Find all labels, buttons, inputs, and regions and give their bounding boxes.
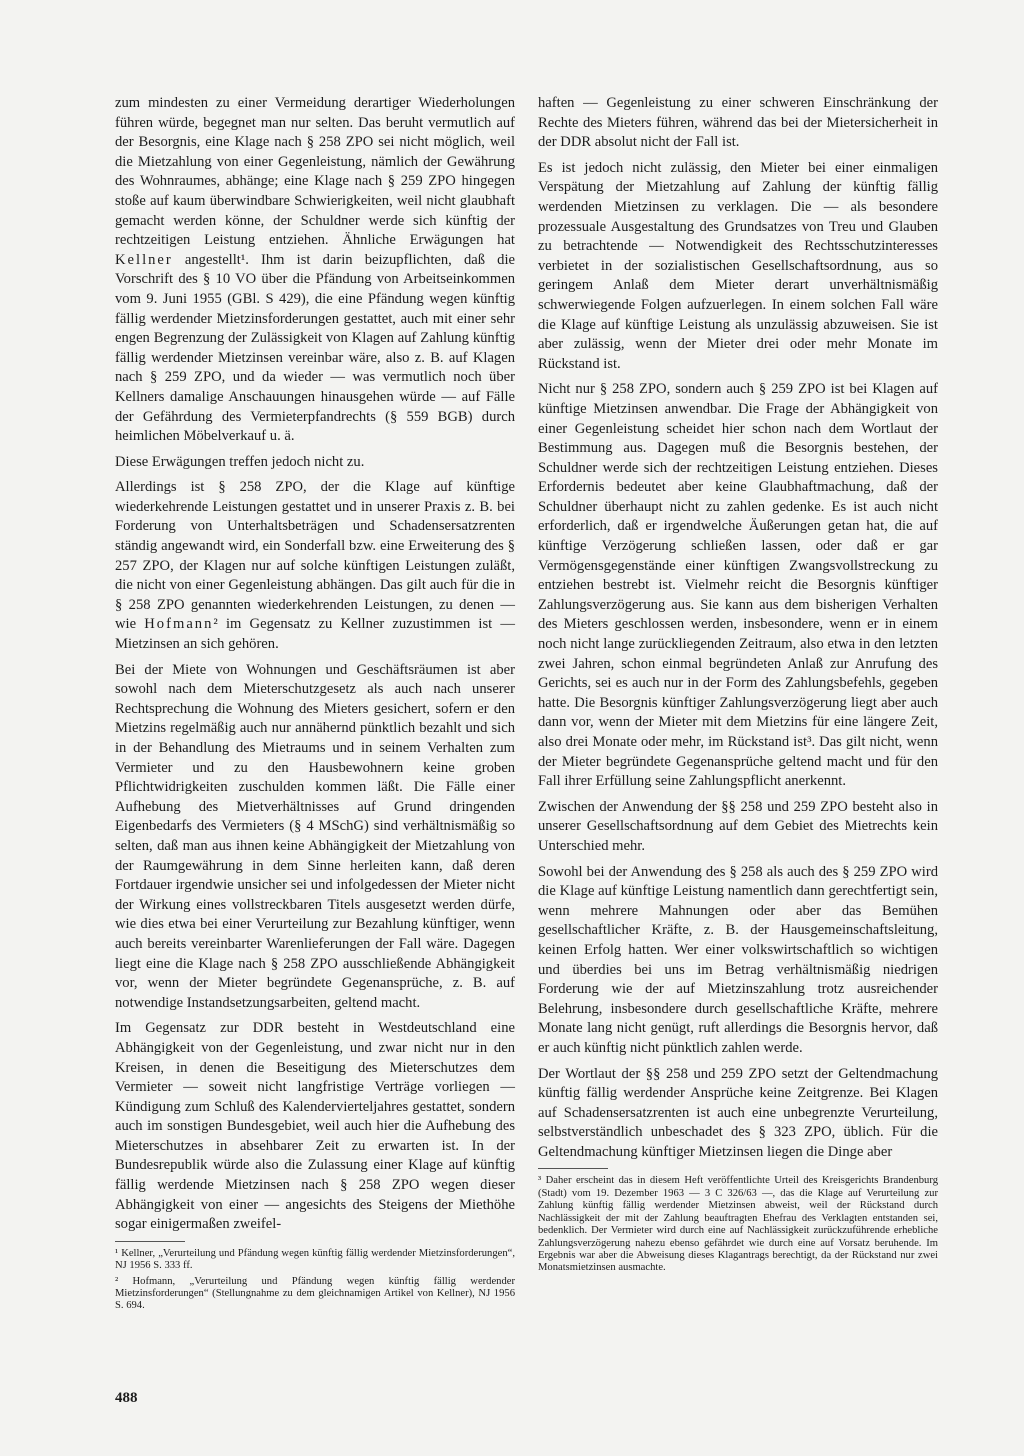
right-paragraph-4: Zwischen der Anwendung der §§ 258 und 259 ZPO besteht also in unserer Gesellschaftsordnung auf dem Gebiet des Mietrechts kein Unterschied mehr. (538, 798, 938, 854)
right-paragraph-2: Es ist jedoch nicht zulässig, den Mieter bei einer einmaligen Verspätung der Mietzahlung auf Zahlung der künftig fällig werdenden Mietzinsen zu verklagen. Die — als besondere prozessuale Ausgestaltung des Grundsatzes von Treu und Glauben zu betrachtende — Notwendigkeit des Rechtsschutzinteresses verbietet in der sozialistischen Gesellschaftsordnung, aus so geringem Anlaß dem Mieter derart unverhältnismäßig schwerwiegende Folgen aufzuerlegen. In einem solchen Fall wäre die Klage auf künftige Leistung als unzulässig abzuweisen. Sie ist aber zulässig, wenn der Mieter drei oder mehr Monate im Rückstand ist. (538, 159, 938, 372)
footnote-2: ² Hofmann, „Verurteilung und Pfändung wegen künftig fällig werdender Mietzinsforderungen“ (Stellungnahme zu dem gleichnamigen Artikel von Kellner), NJ 1956 S. 694. (115, 1275, 515, 1312)
right-paragraph-5: Sowohl bei der Anwendung des § 258 als auch des § 259 ZPO wird die Klage auf künftige Leistung namentlich dann gerechtfertigt sein, wenn mehrere Mahnungen oder aber das Bemühen gesellschaftlicher Kräfte, z. B. der Hausgemeinschaftsleitung, keinen Erfolg hatten. Wer einer volkswirtschaftlich so wichtigen und überdies bei uns im Betrag verhältnismäßig niedrigen Forderung wie der auf Mietzinszahlung trotz ausreichender Belehrung, insbesondere durch gesellschaftliche Kräfte, mehrere Monate lang nicht genügt, ruft allerdings die Besorgnis hervor, daß er auch künftig nicht pünktlich zahlen werde. (538, 863, 938, 1056)
footnote-rule (115, 1241, 185, 1242)
text-run: Allerdings ist § 258 ZPO, der die Klage auf künftige wiederkehrende Leistungen gestattet und in unserer Praxis z. B. bei Forderung von Unterhaltsbeträgen und Schadensersatzrenten ständig angewandt wird, ein Sonderfall bzw. eine Erweiterung des § 257 ZPO, der Klagen nur auf solche künftigen Leistungen zuläßt, die nicht von einer Gegenleistung abhängen. Das gilt auch für die in § 258 ZPO genannten wiederkehrenden Leistungen, zu denen — wie (115, 479, 515, 633)
text-run: Diese Erwägungen treffen jedoch nicht zu. (115, 453, 365, 470)
text-run: ² im Gegensatz zu Kellner zuzustimmen ist — Mietzinsen an sich gehören. (115, 616, 515, 653)
text-run: angestellt¹. Ihm ist darin beizupflichten, daß die Vorschrift des § 10 VO über die Pfändung von Arbeitseinkommen vom 9. Juni 1955 (GBl. S 429), die eine Pfändung wegen künftig fällig werdender Mietzinsforderungen gestattet, auch mit einer sehr engen Begrenzung der Zulässigkeit von Klagen auf Zahlung künftig fällig werdender Mietzinsen vereinbar wäre, also z. B. auf Klagen nach § 259 ZPO, und da wieder — was vermutlich noch über Kellners damalige Anschauungen hinausgehen würde — auf Fälle der Gefährdung des Vermieterpfandrechts (§ 559 BGB) durch heimlichen Möbelverkauf u. ä. (115, 251, 515, 445)
footnote-rule (538, 1168, 608, 1169)
page-number: 488 (115, 1390, 138, 1406)
right-paragraph-3: Nicht nur § 258 ZPO, sondern auch § 259 ZPO ist bei Klagen auf künftige Mietzinsen anwendbar. Die Frage der Abhängigkeit von einer Gegenleistung scheidet hier schon nach dem Wortlaut der Bestimmung aus. Dagegen muß die Besorgnis bestehen, der Schuldner werde sich der rechtzeitigen Leistung entziehen. Dieses Erfordernis bedeutet aber keine Glaubhaftmachung, daß der Schuldner überhaupt nicht zu zahlen gedenke. Es ist auch nicht erforderlich, daß er irgendwelche Äußerungen getan hat, die auf künftige Verzögerung schließen lassen, oder daß er gar Vermögensgegenstände einer künftigen Zwangsvollstreckung zu entziehen bestrebt ist. Vielmehr reicht die Besorgnis künftiger Zahlungsverzögerung aus. Sie kann aus dem bisherigen Verhalten des Mieters geschlossen werden, insbesondere, wenn er in einem noch nicht lange zurückliegenden Zeitraum, also etwa in den letzten zwei Jahren, schon einmal begründeten Anlaß zur Anrufung des Gerichts, sei es auch nur in der Form des Zahlungsbefehls, gegeben hatte. Die Besorgnis künftiger Zahlungsverzögerung liegt aber auch dann vor, wenn der Mieter mit dem Mietzins für eine längere Zeit, also drei Monate oder mehr, im Rückstand ist³. Das gilt nicht, wenn der Mieter begründete Gegenansprüche geltend macht und für den Fall ihrer Erfüllung seine Zahlungspflicht anerkennt. (538, 381, 938, 790)
right-column (538, 94, 938, 1278)
left-paragraph-2 (115, 453, 515, 473)
text-run: Bei der Miete von Wohnungen und Geschäftsräumen ist aber sowohl nach dem Mieterschutzgesetz als auch nach unserer Rechtsprechung die Wohnung des Mieters gesichert, sofern er den Mietzins regelmäßig auch nur annähernd pünktlich bezahlt und sich in der Behandlung des Mietraums und in seinem Verhalten zum Vermieter und zu den Hausbewohnern keine groben Pflichtwidrigkeiten zuschulden kommen läßt. Die Fälle einer Aufhebung des Mietverhältnisses auf Grund dringenden Eigenbedarfs des Vermieters (§ 4 MSchG) sind verhältnismäßig so selten, daß man aus ihnen keine Abhängigkeit der Mietzahlung von der Raumgewährung in dem Sinne herleiten kann, daß deren Fortdauer irgendwie unsicher sei und infolgedessen der Mieter nicht der Wirkung eines vollstreckbaren Titels ausgesetzt werden dürfe, wie dies etwa bei einer Verurteilung zur Bezahlung künftiger, wenn auch bereits vereinbarter Warenlieferungen der Fall wäre. Dagegen liegt eine die Klage nach § 258 ZPO ausschließende Abhängigkeit vor, wenn der Mieter begründete Gegenansprüche, z. B. auf notwendige Instandsetzungsarbeiten, geltend macht. (115, 661, 515, 1011)
footnote-1: ¹ Kellner, „Verurteilung und Pfändung wegen künftig fällig werdender Mietzinsforderungen“, NJ 1956 S. 333 ff. (115, 1247, 515, 1272)
left-paragraph-3 (115, 478, 515, 654)
left-column (115, 94, 515, 1316)
spaced-name: Kellner (115, 251, 173, 268)
footnote-3: ³ Daher erscheint das in diesem Heft veröffentlichte Urteil des Kreisgerichts Brandenburg (Stadt) vom 19. Dezember 1963 — 3 C 326/63 —, das die Klage auf Verurteilung zur Zahlung künftig fällig werdender Mietzinsen abweist, weil der Rückstand durch Nachlässigkeit der mit der Zahlung beauftragten Ehefrau des Verklagten entstanden sei, bedenklich. Der Vermieter wird durch eine auf Nachlässigkeit zurückzuführende erhebliche Zahlungsverzögerung nahezu ebenso gefährdet wie durch eine auf Vorsatz beruhende. Im Ergebnis war aber die Abweisung dieses Klagantrags berechtigt, da der Rückstand nur zwei Monatsmietzinsen ausmachte. (538, 1175, 938, 1274)
spaced-name: Hofmann (144, 616, 214, 633)
left-paragraph-5 (115, 1019, 515, 1235)
left-paragraph-1 (115, 94, 515, 447)
text-run: Im Gegensatz zur DDR besteht in Westdeutschland eine Abhängigkeit von der Gegenleistung, und zwar nicht nur in den Kreisen, in denen die Beseitigung des Mieterschutzes dem Vermieter — soweit nicht langfristige Verträge vorliegen — Kündigung zum Schluß des Kalendervierteljahres gestattet, sondern auch im sonstigen Bundesgebiet, weil auch hier die Aufhebung des Mieterschutzes in absehbarer Zeit zu erwarten ist. In der Bundesrepublik würde also die Zulassung einer Klage auf künftig fällig werdende Mietzinsen nach § 258 ZPO wegen dieser Abhängigkeit von einer — angesichts des Steigens der Miethöhe sogar einigermaßen zweifel- (115, 1020, 515, 1233)
right-paragraph-1: haften — Gegenleistung zu einer schweren Einschränkung der Rechte des Mieters führen, während das bei der Mietersicherheit in der DDR absolut nicht der Fall ist. (538, 95, 938, 151)
right-paragraph-6: Der Wortlaut der §§ 258 und 259 ZPO setzt der Geltendmachung künftig fällig werdender Ansprüche keine Zeitgrenze. Bei Klagen auf Schadensersatzrenten ist auch eine unbegrenzte Verurteilung, selbstverständlich unbeschadet des § 323 ZPO, üblich. Für die Geltendmachung künftiger Mietzinsen liegen die Dinge aber (538, 1065, 938, 1160)
text-run: zum mindesten zu einer Vermeidung derartiger Wiederholungen führen würde, begegnet man nur selten. Das beruht vermutlich auf der Besorgnis, eine Klage nach § 258 ZPO sei nicht möglich, weil die Mietzahlung von einer Gegenleistung, nämlich der Gewährung des Wohnraumes, abhänge; eine Klage nach § 259 ZPO hingegen stoße auf kaum überwindbare Schwierigkeiten, weil nicht glaubhaft gemacht werden könne, der Schuldner werde sich künftig der rechtzeitigen Leistung entziehen. Ähnliche Erwägungen hat (115, 95, 515, 249)
left-paragraph-4 (115, 661, 515, 1014)
